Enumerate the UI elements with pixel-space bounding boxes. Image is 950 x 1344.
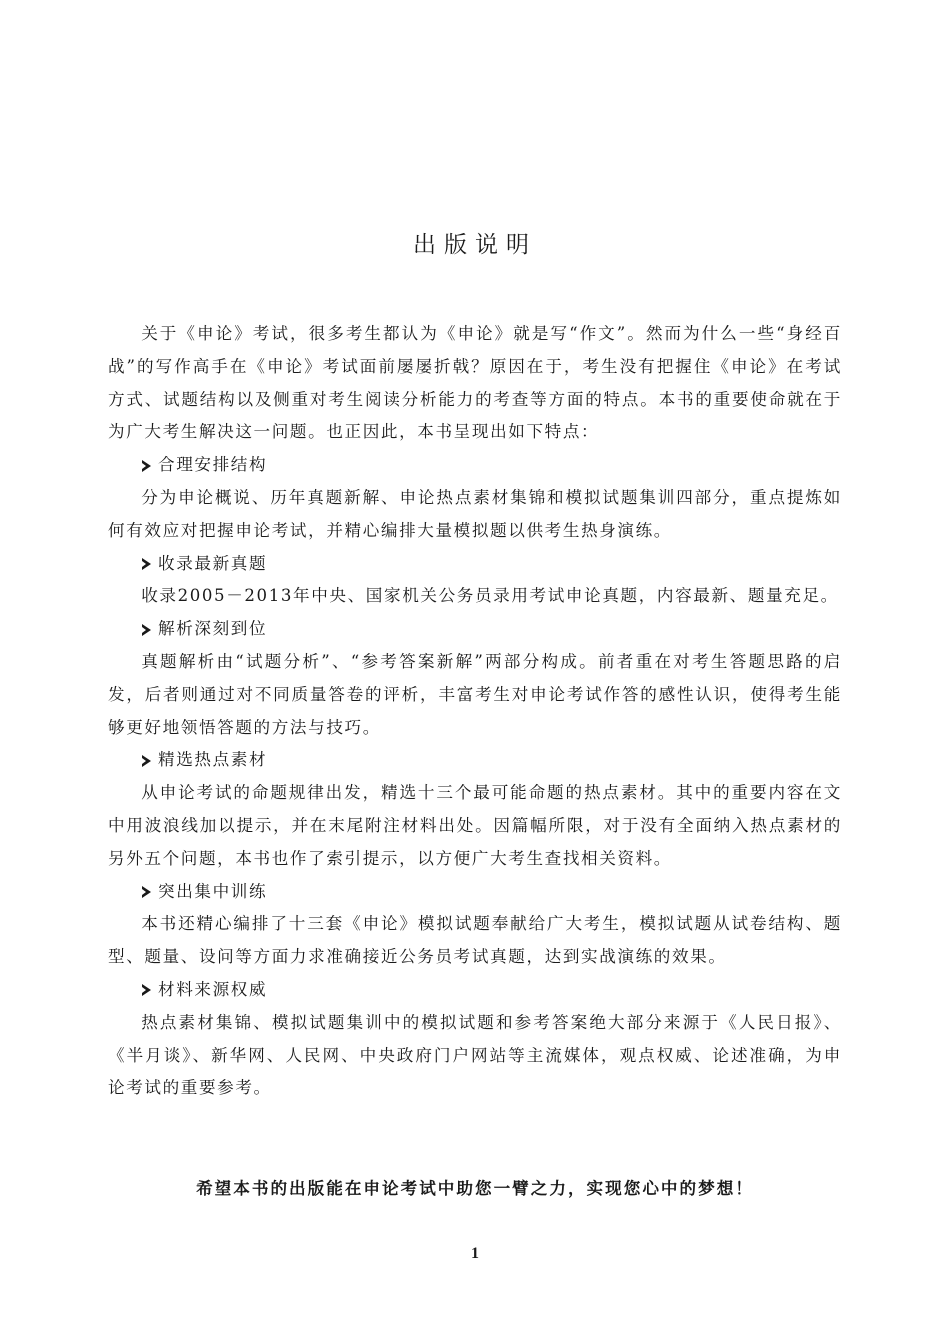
feature-heading-latest-exams (108, 548, 842, 581)
feature-heading-sources (108, 974, 842, 1007)
feature-heading-hot-topics (108, 744, 842, 777)
feature-body-latest-exams: 收录2005－2013年中央、国家机关公务员录用考试申论真题，内容最新、题量充足。 (141, 586, 839, 606)
feature-heading-label: 合理安排结构 (158, 455, 268, 475)
feature-heading-label: 精选热点素材 (158, 750, 268, 770)
feature-body-sources: 热点素材集锦、模拟试题集训中的模拟试题和参考答案绝大部分来源于《人民日报》、《半月谈》、新华网、人民网、中央政府门户网站等主流媒体，观点权威、论述准确，为申论考试的重要参考。 (108, 1012, 842, 1098)
arrow-bullet-icon (142, 558, 151, 570)
feature-body-analysis: 真题解析由“试题分析”、“参考答案新解”两部分构成。前者重在对考生答题思路的启发，后者则通过对不同质量答卷的评析，丰富考生对申论考试作答的感性认识，使得考生能够更好地领悟答题的方法与技巧。 (108, 651, 842, 737)
feature-body-hot-topics: 从申论考试的命题规律出发，精选十三个最可能命题的热点素材。其中的重要内容在文中用波浪线加以提示，并在末尾附注材料出处。因篇幅所限，对于没有全面纳入热点素材的另外五个问题，本书也作了索引提示，以方便广大考生查找相关资料。 (108, 783, 842, 868)
feature-heading-label: 解析深刻到位 (158, 619, 268, 639)
arrow-bullet-icon (142, 460, 151, 472)
feature-heading-label: 材料来源权威 (158, 979, 268, 999)
feature-heading-label: 收录最新真题 (158, 553, 268, 573)
arrow-bullet-icon (142, 886, 151, 898)
closing-statement: 希望本书的出版能在申论考试中助您一臂之力，实现您心中的梦想！ (196, 1178, 754, 1198)
feature-heading-training (108, 876, 842, 909)
feature-heading-label: 突出集中训练 (158, 881, 268, 901)
page-title: 出版说明 (413, 232, 537, 258)
page-number: 1 (471, 1245, 479, 1262)
intro-paragraph: 关于《申论》考试，很多考生都认为《申论》就是写“作文”。然而为什么一些“身经百战”的写作高手在《申论》考试面前屡屡折戟？原因在于，考生没有把握住《申论》在考试方式、试题结构以及侧重对考生阅读分析能力的考查等方面的特点。本书的重要使命就在于为广大考生解决这一问题。也正因此，本书呈现出如下特点： (108, 324, 842, 442)
arrow-bullet-icon (142, 624, 151, 636)
feature-heading-analysis (108, 613, 842, 646)
body-content (108, 318, 842, 1105)
feature-body-training: 本书还精心编排了十三套《申论》模拟试题奉献给广大考生，模拟试题从试卷结构、题型、题量、设问等方面力求准确接近公务员考试真题，达到实战演练的效果。 (108, 914, 842, 967)
feature-body-structure: 分为申论概说、历年真题新解、申论热点素材集锦和模拟试题集训四部分，重点提炼如何有效应对把握申论考试，并精心编排大量模拟题以供考生热身演练。 (108, 487, 842, 540)
arrow-bullet-icon (142, 984, 151, 996)
arrow-bullet-icon (142, 755, 151, 767)
feature-heading-structure (108, 449, 842, 482)
